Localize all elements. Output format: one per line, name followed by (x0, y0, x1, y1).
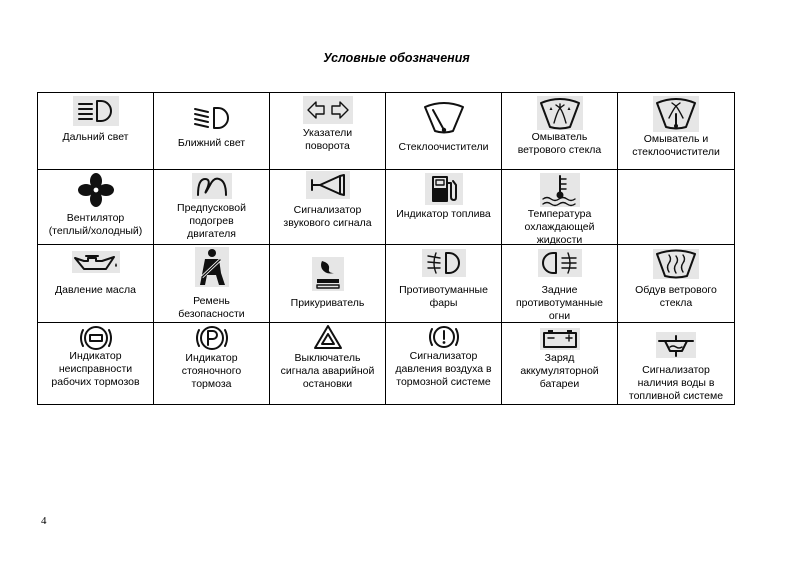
air-pressure-icon (427, 324, 461, 350)
legend-label: Омыватель и стеклоочистители (632, 133, 720, 158)
brake-fault-icon (79, 324, 113, 352)
legend-cell (154, 93, 270, 170)
legend-cell (618, 245, 735, 323)
legend-label: Заряд аккумуляторной батареи (520, 352, 599, 390)
windshield-defrost-icon (653, 249, 699, 279)
windshield-washer-icon (537, 96, 583, 130)
legend-cell (38, 170, 154, 245)
turn-signal-icon (303, 96, 353, 124)
legend-cell-empty (618, 170, 735, 245)
legend-label: Дальний свет (62, 131, 129, 143)
legend-label: Ремень безопасности (178, 295, 245, 320)
symbols-legend-table (37, 92, 735, 405)
legend-cell (270, 170, 386, 245)
legend-label: Сигнализатор звукового сигнала (283, 204, 372, 229)
legend-label: Сигнализатор наличия воды в топливной системе (628, 364, 724, 402)
legend-label: Стеклоочистители (398, 141, 489, 153)
legend-cell (154, 245, 270, 323)
legend-cell (38, 245, 154, 323)
high-beam-icon (73, 96, 119, 126)
legend-cell (270, 323, 386, 405)
legend-label: Индикатор неисправности рабочих тормозов (51, 350, 140, 388)
legend-label: Вентилятор (теплый/холодный) (48, 212, 143, 237)
legend-label: Обдув ветрового стекла (635, 284, 717, 309)
legend-cell (270, 245, 386, 323)
coolant-temp-icon (540, 173, 580, 207)
washer-wiper-icon (653, 96, 699, 132)
battery-icon (540, 328, 580, 350)
legend-cell (270, 93, 386, 170)
legend-label: Ближний свет (177, 137, 246, 149)
legend-cell (502, 245, 618, 323)
oil-can-icon (72, 251, 120, 273)
legend-label: Температура охлаждающей жидкости (524, 208, 595, 246)
legend-cell (502, 323, 618, 405)
legend-label: Выключатель сигнала аварийной остановки (280, 352, 375, 390)
legend-cell (154, 170, 270, 245)
legend-cell (386, 170, 502, 245)
legend-cell (502, 170, 618, 245)
legend-cell (386, 323, 502, 405)
cigarette-lighter-icon (312, 257, 344, 291)
legend-cell (38, 323, 154, 405)
legend-cell (38, 93, 154, 170)
legend-label: Задние противотуманные огни (516, 284, 603, 322)
legend-cell (618, 323, 735, 405)
legend-cell (386, 245, 502, 323)
legend-label: Сигнализатор давления воздуха в тормозной системе (395, 350, 492, 388)
hazard-warning-icon (313, 324, 343, 350)
legend-label: Предпусковой подогрев двигателя (177, 202, 246, 240)
legend-cell (502, 93, 618, 170)
fuel-pump-icon (425, 173, 463, 205)
fog-light-icon (422, 249, 466, 277)
glow-plug-icon (192, 173, 232, 199)
horn-icon (306, 171, 350, 199)
legend-label: Омыватель ветрового стекла (517, 131, 602, 156)
legend-label: Прикуриватель (290, 297, 365, 309)
legend-label: Давление масла (55, 284, 136, 296)
legend-cell (618, 93, 735, 170)
legend-label: Указатели поворота (302, 127, 353, 152)
legend-label: Индикатор стояночного тормоза (181, 352, 242, 390)
rear-fog-light-icon (538, 249, 582, 277)
wiper-icon (421, 101, 467, 135)
water-in-fuel-icon (656, 332, 696, 358)
page-title: Условные обозначения (323, 51, 470, 65)
legend-label: Индикатор топлива (396, 208, 491, 220)
low-beam-icon (187, 103, 237, 133)
page-number: 4 (41, 515, 47, 527)
legend-label: Противотуманные фары (399, 284, 488, 309)
seat-belt-icon (195, 247, 229, 287)
parking-brake-icon (195, 324, 229, 352)
legend-cell (386, 93, 502, 170)
fan-icon (77, 172, 115, 208)
legend-cell (154, 323, 270, 405)
